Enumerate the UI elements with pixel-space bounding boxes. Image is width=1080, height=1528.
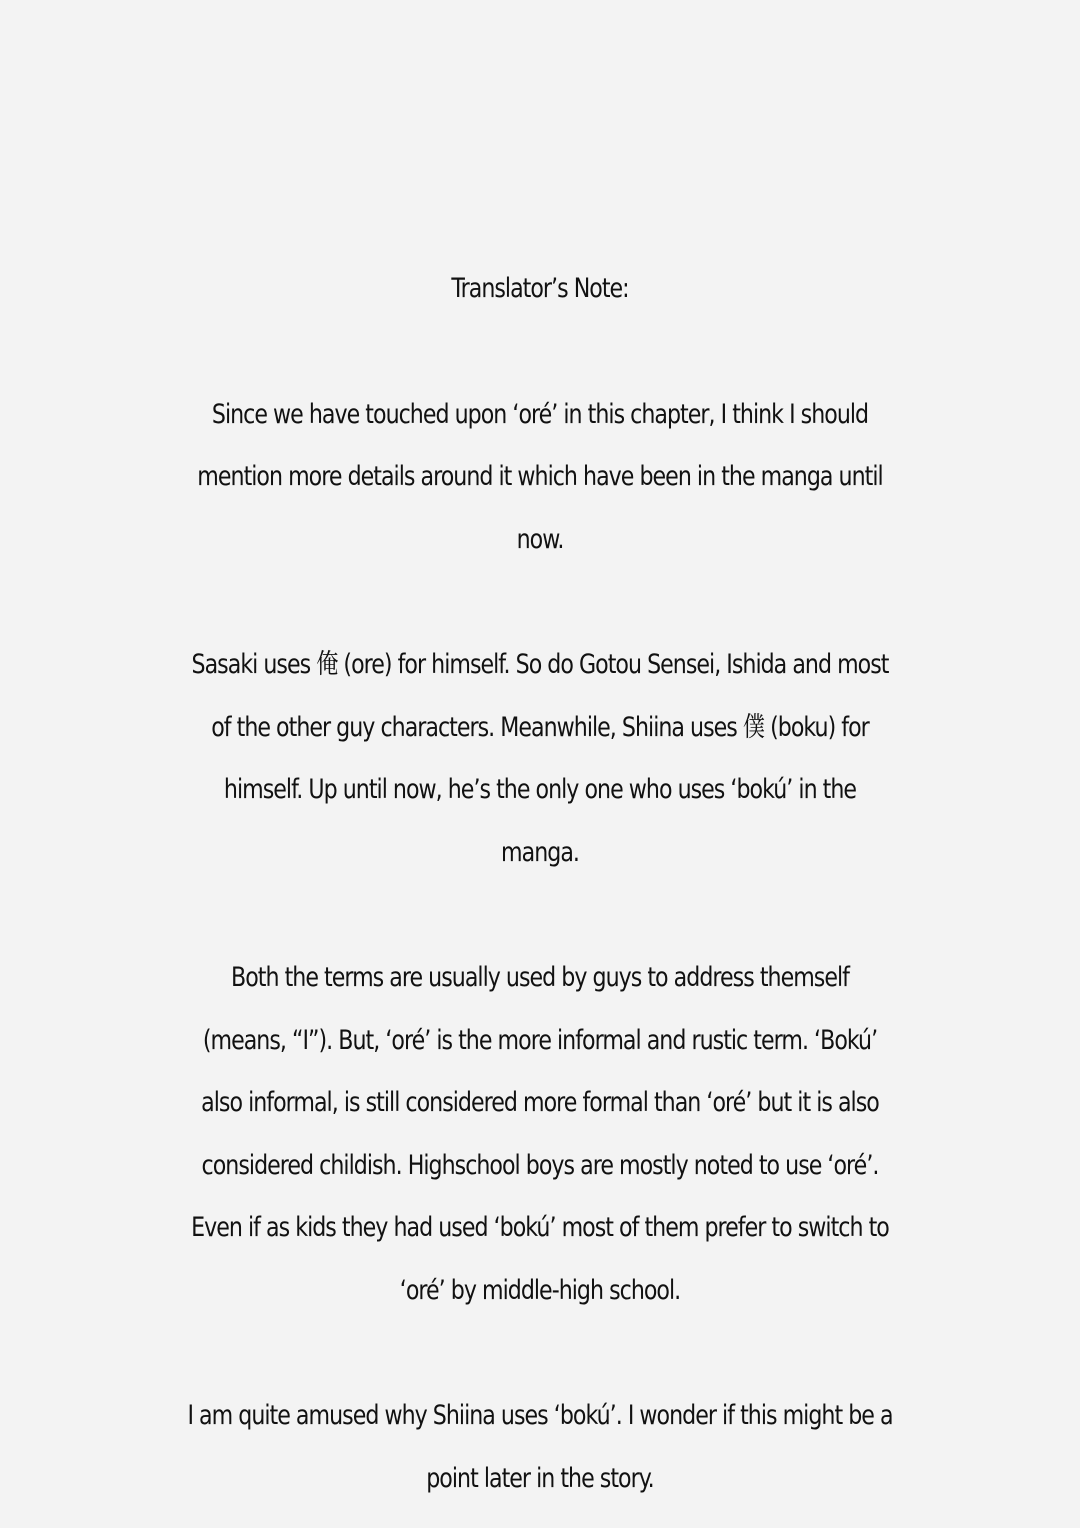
note-title: Translator’s Note: <box>451 273 629 304</box>
note-paragraph-terms: Both the terms are usually used by guys to address themself (means, “I”). But, ‘oré’ is the more informal and rustic term. ‘Bokú’ also informal, is still considered more formal than ‘oré’ but it is also considered childish. Highschool boys are mostly noted to use ‘oré’. Even if as kids they had used ‘bokú’ most of them prefer to switch to ‘oré’ by middle-high school. <box>191 962 889 1306</box>
note-paragraph-ore-intro: Since we have touched upon ‘oré’ in this chapter, I think I should mention more details around it which have been in the manga until now. <box>197 398 883 555</box>
translators-note <box>187 258 892 1510</box>
note-paragraph-characters: Sasaki uses 俺 (ore) for himself. So do Gotou Sensei, Ishida and most of the other guy characters. Meanwhile, Shiina uses 僕 (boku) for himself. Up until now, he’s the only one who uses ‘bokú’ in the manga. <box>191 649 889 868</box>
note-paragraph-closing: I am quite amused why Shiina uses ‘bokú’. I wonder if this might be a point later in the story. <box>187 1400 893 1494</box>
